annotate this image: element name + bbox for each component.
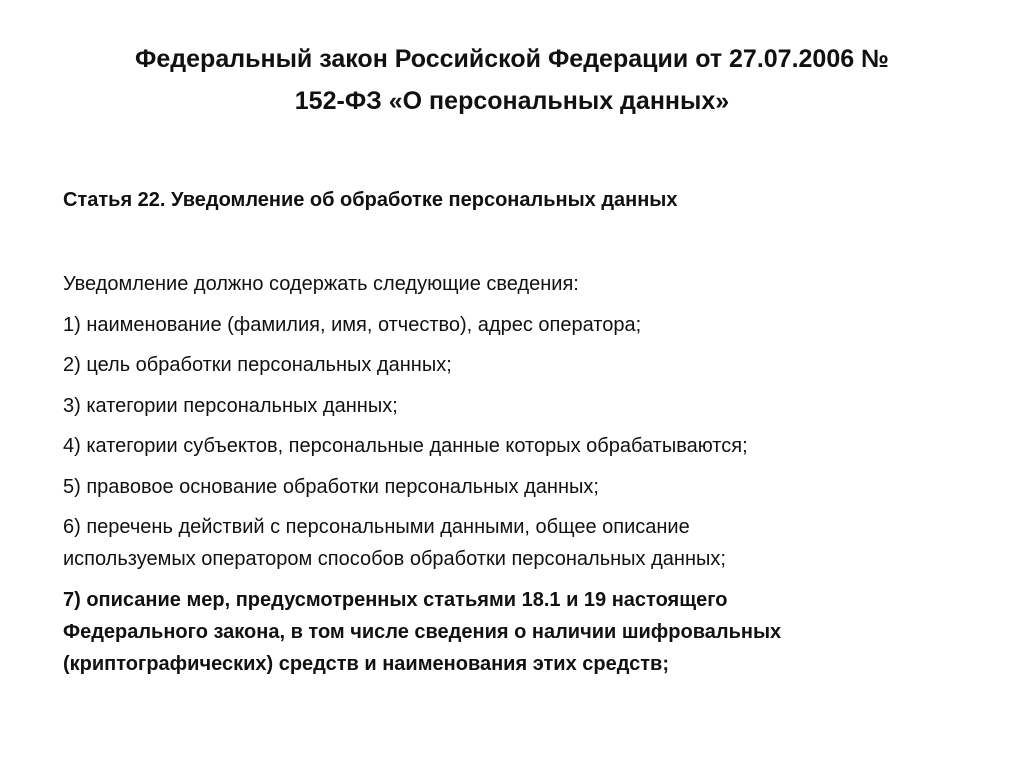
list-item-text: 2) цель обработки персональных данных; (63, 354, 452, 376)
list-item-text-continued: Федерального закона, в том числе сведения о наличии шифровальных (63, 620, 782, 643)
list-item-text: 5) правовое основание обработки персональных данных; (63, 475, 599, 498)
article-body (63, 268, 993, 688)
list-item-text-continued: (криптографических) средств и наименования этих средств; (63, 652, 670, 675)
list-item-text: 7) описание мер, предусмотренных статьями 18.1 и 19 настоящего (63, 588, 728, 611)
list-item (63, 390, 993, 422)
page-title (40, 38, 984, 122)
title-line-2: 152-ФЗ «О персональных данных» (294, 87, 730, 115)
title-line-1: Федеральный закон Российской Федерации от 27.07.2006 № (135, 45, 889, 73)
list-item (63, 309, 993, 341)
list-item (63, 511, 993, 575)
article-heading: Статья 22. Уведомление об обработке персональных данных (63, 189, 678, 211)
list-item-text: 6) перечень действий с персональными данными, общее описание (63, 516, 690, 538)
list-item (63, 430, 993, 462)
list-item (63, 349, 993, 381)
intro-text: Уведомление должно содержать следующие сведения: (63, 273, 579, 295)
list-item-text: 1) наименование (фамилия, имя, отчество), адрес оператора; (63, 313, 642, 336)
list-item-text: 3) категории персональных данных; (63, 394, 398, 417)
list-item-highlighted (63, 584, 993, 680)
list-item (63, 471, 993, 503)
list-item-text-continued: используемых оператором способов обработки персональных данных; (63, 548, 726, 570)
list-item-text: 4) категории субъектов, персональные данные которых обрабатываются; (63, 435, 748, 457)
